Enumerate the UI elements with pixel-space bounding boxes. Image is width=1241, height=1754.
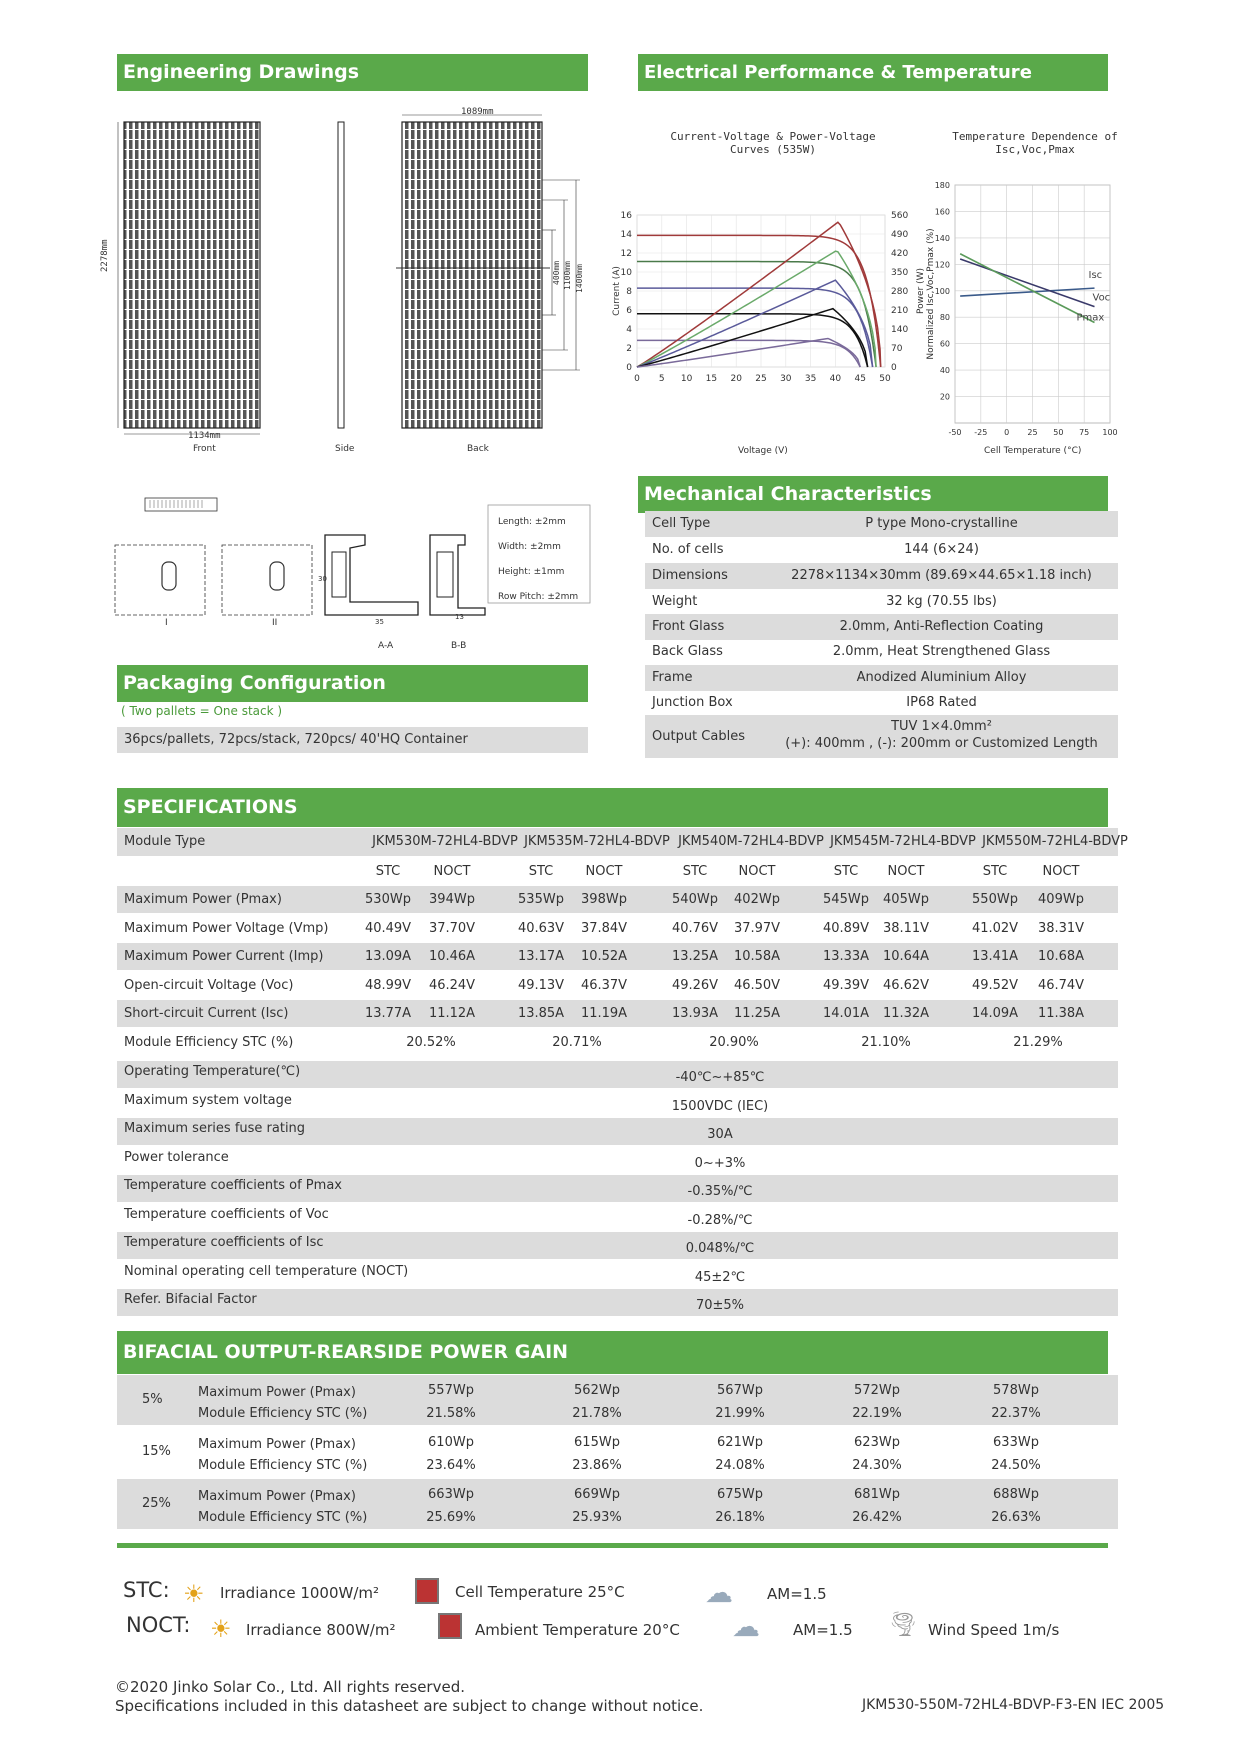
spec-value: 13.25A [671, 949, 719, 965]
spec-value: 0~+3% [694, 1155, 746, 1171]
bifacial-pmax-label: Maximum Power (Pmax) [198, 1385, 356, 1400]
bifacial-pmax-value: 557Wp [428, 1383, 474, 1398]
x-tick-label: 10 [680, 374, 693, 384]
bifacial-pmax-value: 562Wp [574, 1383, 620, 1398]
bifacial-pmax-label: Maximum Power (Pmax) [198, 1489, 356, 1504]
y-tick-label: 8 [626, 287, 632, 297]
spec-value: 40.89V [822, 920, 870, 936]
y-tick-label: 2 [626, 344, 632, 354]
dim-400: 400mm [552, 260, 561, 285]
stc-header: STC [682, 864, 708, 879]
mech-value: 2278×1134×30mm (89.69×44.65×1.18 inch) [791, 568, 1092, 583]
packaging-note: ( Two pallets = One stack ) [121, 704, 283, 718]
x-tick-label: 50 [879, 374, 891, 384]
spec-value: 13.93A [671, 1006, 719, 1022]
copyright: ©2020 Jinko Solar Co., Ltd. All rights reserved. [115, 1678, 465, 1696]
spec-label: Power tolerance [124, 1149, 229, 1165]
spec-row [117, 1261, 1118, 1288]
spec-value: 11.12A [428, 1006, 476, 1022]
y2-tick-label: 560 [891, 211, 909, 221]
x-tick-label: 40 [829, 374, 842, 384]
specifications-header: SPECIFICATIONS [117, 788, 1108, 827]
bifacial-eff-value: 26.18% [715, 1510, 765, 1525]
spec-value: 1500VDC (IEC) [671, 1098, 769, 1114]
bifacial-eff-value: 26.42% [852, 1510, 902, 1525]
spec-label: Temperature coefficients of Isc [124, 1235, 324, 1250]
section-1-label: I [165, 618, 168, 628]
bifacial-pmax-label: Maximum Power (Pmax) [198, 1437, 356, 1452]
bifacial-eff-value: 23.86% [572, 1458, 622, 1473]
engineering-drawing [110, 110, 600, 470]
spec-row [117, 1118, 1118, 1145]
y-tick-label: 80 [939, 313, 950, 323]
spec-value: 550Wp [972, 892, 1018, 907]
spec-value: 45±2℃ [694, 1269, 746, 1285]
mech-row [645, 639, 1118, 665]
stc-header: STC [982, 864, 1008, 879]
spec-value: 402Wp [734, 892, 780, 907]
bifacial-pmax-value: 621Wp [717, 1435, 763, 1450]
mech-value-line1: TUV 1×4.0mm² [891, 719, 992, 734]
bifacial-pmax-value: 675Wp [717, 1487, 763, 1502]
spec-value: 545Wp [823, 892, 869, 907]
bifacial-gain: 25% [142, 1496, 171, 1511]
spec-value: 49.52V [971, 977, 1019, 993]
y2-tick-label: 140 [891, 325, 909, 335]
module-type-row [117, 828, 1128, 856]
y-tick-label: 180 [934, 181, 950, 190]
spec-value: 10.64A [882, 949, 930, 965]
dim-35: 35 [375, 618, 384, 626]
back-panel [402, 122, 542, 428]
iv-pv-chart [605, 200, 926, 460]
spec-row [117, 1147, 1118, 1174]
y-tick-label: 60 [939, 339, 950, 349]
efficiency-label: Module Efficiency STC (%) [124, 1035, 294, 1050]
mech-row [645, 715, 1118, 758]
side-label: Side [335, 444, 355, 454]
y-tick-label: 10 [620, 268, 632, 278]
mech-row [645, 665, 1118, 691]
spec-value: 14.09A [971, 1006, 1019, 1022]
y2-tick-label: 210 [891, 306, 909, 316]
mech-label: No. of cells [652, 542, 724, 557]
packaging-header: Packaging Configuration [117, 665, 588, 702]
mech-row [645, 690, 1118, 716]
x-tick-label: 0 [1004, 428, 1010, 437]
spec-value: 10.46A [428, 949, 476, 965]
spec-value: 11.19A [580, 1006, 628, 1022]
mech-value-line2: (+): 400mm , (-): 200mm or Customized Length [785, 736, 1098, 751]
mech-row [645, 614, 1118, 640]
efficiency-value: 21.29% [1013, 1035, 1063, 1050]
side-panel [338, 122, 344, 428]
spec-row [117, 1175, 1118, 1202]
mech-row [645, 563, 1118, 589]
spec-row [117, 1289, 1118, 1316]
spec-value: 46.62V [882, 977, 930, 993]
noct-header: NOCT [433, 864, 471, 879]
y-axis-label: Current (A) [612, 266, 622, 316]
y2-tick-label: 420 [891, 249, 909, 259]
spec-label: Short-circuit Current (Isc) [124, 1006, 289, 1022]
spec-row [117, 915, 1118, 942]
spec-row [117, 886, 1118, 913]
spec-label: Refer. Bifacial Factor [124, 1292, 257, 1307]
noct-irradiance: Irradiance 800W/m² [246, 1621, 396, 1639]
spec-value: 30A [707, 1127, 733, 1142]
spec-value: 41.02V [971, 920, 1019, 936]
model-name: JKM545M-72HL4-BDVP [830, 834, 976, 849]
spec-label: Temperature coefficients of Voc [124, 1206, 329, 1222]
bifacial-pmax-value: 572Wp [854, 1383, 900, 1398]
y-tick-label: 6 [626, 306, 632, 316]
noct-label: NOCT: [126, 1613, 191, 1637]
dim-front-height: 2278mm [100, 239, 110, 272]
x-tick-label: 75 [1079, 428, 1090, 437]
cloud-icon: ☁ [732, 1610, 760, 1643]
section-2-label: II [272, 618, 278, 628]
back-label: Back [467, 444, 489, 454]
y-axis-label: Normalized Isc,Voc,Pmax (%) [926, 228, 936, 360]
spec-row [117, 1232, 1118, 1259]
x-tick-label: 50 [1053, 428, 1064, 437]
spec-value: 0.048%/℃ [685, 1241, 755, 1256]
efficiency-value: 21.10% [861, 1035, 911, 1050]
sun-icon: ☀ [183, 1580, 205, 1608]
y2-tick-label: 350 [891, 268, 909, 278]
iv-xlabel: Voltage (V) [738, 446, 788, 456]
spec-value: 394Wp [429, 892, 475, 907]
spec-row [117, 972, 1118, 999]
spec-value: 40.63V [517, 920, 565, 936]
iv-chart-title: Current-Voltage & Power-Voltage Curves (535W) [670, 130, 876, 156]
y-tick-label: 160 [934, 207, 950, 217]
spec-value: 70±5% [695, 1298, 745, 1313]
dim-front-width: 1134mm [188, 431, 221, 441]
bifacial-row [117, 1375, 1118, 1425]
spec-value: -0.28%/℃ [687, 1212, 753, 1228]
spec-label: Maximum Power Voltage (Vmp) [124, 920, 329, 936]
mech-label: Cell Type [652, 516, 711, 531]
x-tick-label: 15 [705, 374, 718, 384]
bifacial-eff-value: 21.78% [572, 1406, 622, 1421]
module-type-label: Module Type [124, 834, 206, 849]
y-tick-label: 140 [934, 233, 950, 243]
x-tick-label: 5 [658, 374, 665, 384]
y-tick-label: 0 [626, 363, 632, 373]
spec-value: 49.26V [671, 977, 719, 993]
x-tick-label: 30 [780, 374, 792, 384]
spec-value: 10.58A [733, 949, 781, 965]
stc-label: STC: [123, 1578, 170, 1602]
spec-value: 14.01A [822, 1006, 870, 1022]
efficiency-row [117, 1029, 1118, 1056]
electrical-header: Electrical Performance & Temperature Dependence [638, 54, 1108, 91]
bifacial-eff-value: 24.50% [991, 1458, 1041, 1473]
thermometer-icon [415, 1578, 439, 1604]
spec-row [117, 1000, 1118, 1027]
section-aa-label: A-A [378, 641, 394, 651]
x-tick-label: 45 [854, 374, 866, 384]
dim-1100: 1100mm [563, 261, 572, 290]
bifacial-pmax-value: 623Wp [854, 1435, 900, 1450]
y-tick-label: 40 [939, 366, 950, 376]
front-panel [124, 122, 260, 428]
series-label: Isc [1088, 270, 1103, 282]
mechanical-header: Mechanical Characteristics [638, 476, 1108, 513]
model-name: JKM535M-72HL4-BDVP [524, 834, 670, 849]
bifacial-row [117, 1427, 1118, 1477]
mech-label: Dimensions [652, 568, 728, 583]
noct-header: NOCT [1042, 864, 1080, 879]
spec-row [117, 943, 1118, 970]
bifacial-eff-value: 21.99% [715, 1406, 765, 1421]
spec-value: 530Wp [365, 892, 411, 907]
efficiency-value: 20.71% [552, 1035, 602, 1050]
bifacial-eff-value: 24.08% [715, 1458, 765, 1473]
bifacial-gain: 5% [142, 1392, 163, 1407]
efficiency-value: 20.52% [406, 1035, 456, 1050]
x-tick-label: 0 [634, 374, 640, 384]
spec-label: Operating Temperature(℃) [124, 1064, 301, 1079]
y-tick-label: 4 [626, 325, 632, 335]
spec-value: 38.11V [882, 920, 930, 936]
bifacial-eff-value: 25.69% [426, 1510, 476, 1525]
spec-value: 405Wp [883, 892, 929, 907]
mech-row [645, 537, 1118, 563]
bifacial-eff-value: 22.19% [852, 1406, 902, 1421]
series-label: Pmax [1076, 312, 1105, 324]
mech-label: Weight [652, 594, 698, 609]
spec-value: 46.74V [1037, 977, 1085, 993]
bifacial-eff-value: 24.30% [852, 1458, 902, 1473]
spec-value: 37.97V [733, 920, 781, 936]
spec-value: 49.13V [517, 977, 565, 993]
spec-value: 37.70V [428, 920, 476, 936]
spec-value: -40℃~+85℃ [675, 1070, 765, 1085]
mech-value: 2.0mm, Heat Strengthened Glass [832, 644, 1051, 659]
spec-label: Maximum system voltage [124, 1092, 292, 1108]
spec-value: 398Wp [581, 892, 627, 907]
doc-code: JKM530-550M-72HL4-BDVP-F3-EN IEC 2005 [862, 1697, 1165, 1713]
stc-header: STC [375, 864, 401, 879]
spec-value: 46.24V [428, 977, 476, 993]
series-label: Voc [1092, 292, 1111, 304]
x-tick-label: 25 [755, 374, 767, 384]
mech-value: IP68 Rated [906, 695, 977, 710]
bifacial-eff-value: 23.64% [426, 1458, 476, 1473]
spec-value: 49.39V [822, 977, 870, 993]
spec-value: 48.99V [364, 977, 412, 993]
bifacial-pmax-value: 663Wp [428, 1487, 474, 1502]
spec-value: 46.37V [580, 977, 628, 993]
model-name: JKM550M-72HL4-BDVP [982, 834, 1128, 849]
y2-tick-label: 0 [891, 363, 897, 373]
front-label: Front [193, 444, 216, 454]
green-divider [117, 1543, 1108, 1548]
sun-icon: ☀ [210, 1615, 232, 1643]
bifacial-pmax-value: 688Wp [993, 1487, 1039, 1502]
bifacial-eff-value: 22.37% [991, 1406, 1041, 1421]
mech-label: Junction Box [652, 695, 733, 710]
spec-label: Open-circuit Voltage (Voc) [124, 977, 294, 993]
mech-value: 2.0mm, Anti-Reflection Coating [839, 619, 1044, 634]
section-bb-label: B-B [451, 641, 467, 651]
spec-value: 46.50V [733, 977, 781, 993]
spec-label: Nominal operating cell temperature (NOCT) [124, 1263, 409, 1279]
mech-label: Output Cables [652, 729, 745, 744]
bifacial-eff-value: 21.58% [426, 1406, 476, 1421]
y-tick-label: 100 [934, 286, 950, 296]
y2-tick-label: 70 [891, 344, 903, 354]
stc-am: AM=1.5 [767, 1585, 827, 1603]
stc-cell-temp: Cell Temperature 25°C [455, 1583, 625, 1601]
noct-header: NOCT [585, 864, 623, 879]
spec-value: 409Wp [1038, 892, 1084, 907]
tolerance-width: Width: ±2mm [498, 542, 561, 552]
y-tick-label: 16 [620, 211, 632, 221]
temp-xlabel: Cell Temperature (°C) [984, 446, 1082, 456]
spec-value: 535Wp [518, 892, 564, 907]
bifacial-pmax-value: 578Wp [993, 1383, 1039, 1398]
temp-series-line [960, 259, 1094, 307]
spec-value: -0.35%/℃ [687, 1184, 753, 1199]
mech-value: 32 kg (70.55 lbs) [886, 594, 997, 609]
stc-header: STC [833, 864, 859, 879]
bifacial-pmax-value: 633Wp [993, 1435, 1039, 1450]
y-tick-label: 20 [939, 392, 950, 402]
mech-label: Front Glass [652, 619, 725, 634]
spec-value: 13.77A [364, 1006, 412, 1022]
spec-value: 11.25A [733, 1006, 781, 1022]
spec-label: Maximum series fuse rating [124, 1121, 306, 1136]
tolerance-length: Length: ±2mm [498, 517, 566, 527]
x-tick-label: 20 [730, 374, 742, 384]
spec-value: 13.17A [517, 949, 565, 965]
efficiency-value: 20.90% [709, 1035, 759, 1050]
stc-noct-row [117, 858, 1118, 885]
temp-chart-title: Temperature Dependence of Isc,Voc,Pmax [952, 130, 1118, 156]
temp-series-line [960, 288, 1094, 296]
mech-value: Anodized Aluminium Alloy [856, 670, 1027, 685]
spec-value: 10.68A [1037, 949, 1085, 965]
y-tick-label: 14 [620, 230, 632, 240]
y2-tick-label: 280 [891, 287, 909, 297]
spec-value: 37.84V [580, 920, 628, 936]
bifacial-pmax-value: 610Wp [428, 1435, 474, 1450]
spec-label: Temperature coefficients of Pmax [124, 1178, 342, 1193]
noct-header: NOCT [738, 864, 776, 879]
spec-value: 11.38A [1037, 1006, 1085, 1022]
engineering-header: Engineering Drawings [117, 54, 588, 91]
bifacial-eff-label: Module Efficiency STC (%) [198, 1406, 368, 1421]
tolerance-height: Height: ±1mm [498, 567, 565, 577]
spec-value: 40.49V [364, 920, 412, 936]
x-tick-label: -50 [948, 428, 962, 437]
y2-axis-label: Power (W) [916, 268, 926, 314]
x-tick-label: 100 [1102, 428, 1118, 437]
mech-value: P type Mono-crystalline [865, 516, 1018, 531]
bifacial-eff-label: Module Efficiency STC (%) [198, 1458, 368, 1473]
model-name: JKM540M-72HL4-BDVP [678, 834, 824, 849]
noct-ambient-temp: Ambient Temperature 20°C [475, 1621, 680, 1639]
bifacial-pmax-value: 567Wp [717, 1383, 763, 1398]
bifacial-header: BIFACIAL OUTPUT-REARSIDE POWER GAIN [117, 1331, 1108, 1374]
noct-am: AM=1.5 [793, 1621, 853, 1639]
dim-30: 30 [318, 575, 327, 583]
dim-13: 13 [455, 613, 464, 621]
spec-value: 38.31V [1037, 920, 1085, 936]
spec-row [117, 1090, 1118, 1117]
stc-irradiance: Irradiance 1000W/m² [220, 1584, 380, 1602]
bifacial-pmax-value: 615Wp [574, 1435, 620, 1450]
x-tick-label: -25 [974, 428, 988, 437]
mech-row [645, 589, 1118, 615]
spec-row [117, 1204, 1118, 1231]
bifacial-pmax-value: 669Wp [574, 1487, 620, 1502]
spec-value: 540Wp [672, 892, 718, 907]
bifacial-eff-value: 25.93% [572, 1510, 622, 1525]
spec-value: 13.85A [517, 1006, 565, 1022]
bifacial-eff-label: Module Efficiency STC (%) [198, 1510, 368, 1525]
noct-header: NOCT [887, 864, 925, 879]
spec-label: Maximum Power Current (Imp) [124, 949, 324, 965]
wind-icon: 🌪 [888, 1610, 919, 1638]
bifacial-row [117, 1479, 1118, 1529]
dim-1400: 1400mm [575, 264, 584, 293]
spec-value: 13.33A [822, 949, 870, 965]
notice: Specifications included in this datasheet are subject to change without notice. [115, 1697, 704, 1715]
y-tick-label: 120 [934, 260, 950, 270]
dim-back-width: 1089mm [461, 107, 494, 117]
temperature-chart [925, 175, 1125, 460]
x-tick-label: 25 [1027, 428, 1038, 437]
bifacial-gain: 15% [142, 1444, 171, 1459]
x-tick-label: 35 [804, 374, 817, 384]
spec-value: 13.41A [971, 949, 1019, 965]
model-name: JKM530M-72HL4-BDVP [372, 834, 518, 849]
mech-row [645, 511, 1118, 537]
y-tick-label: 12 [620, 249, 632, 259]
mech-value: 144 (6×24) [904, 542, 979, 557]
mech-label: Frame [652, 670, 693, 685]
thermometer-icon [438, 1613, 462, 1639]
bifacial-eff-value: 26.63% [991, 1510, 1041, 1525]
cloud-icon: ☁ [705, 1576, 733, 1609]
packaging-value: 36pcs/pallets, 72pcs/stack, 720pcs/ 40'HQ Container [117, 727, 588, 753]
spec-row [117, 1061, 1118, 1088]
y2-tick-label: 490 [891, 230, 909, 240]
spec-value: 40.76V [671, 920, 719, 936]
spec-value: 13.09A [364, 949, 412, 965]
noct-wind: Wind Speed 1m/s [928, 1621, 1060, 1639]
mech-label: Back Glass [652, 644, 723, 659]
tolerance-row-pitch: Row Pitch: ±2mm [498, 592, 579, 602]
spec-value: 11.32A [882, 1006, 930, 1022]
spec-value: 10.52A [580, 949, 628, 965]
stc-header: STC [528, 864, 554, 879]
spec-label: Maximum Power (Pmax) [124, 892, 282, 907]
bifacial-pmax-value: 681Wp [854, 1487, 900, 1502]
